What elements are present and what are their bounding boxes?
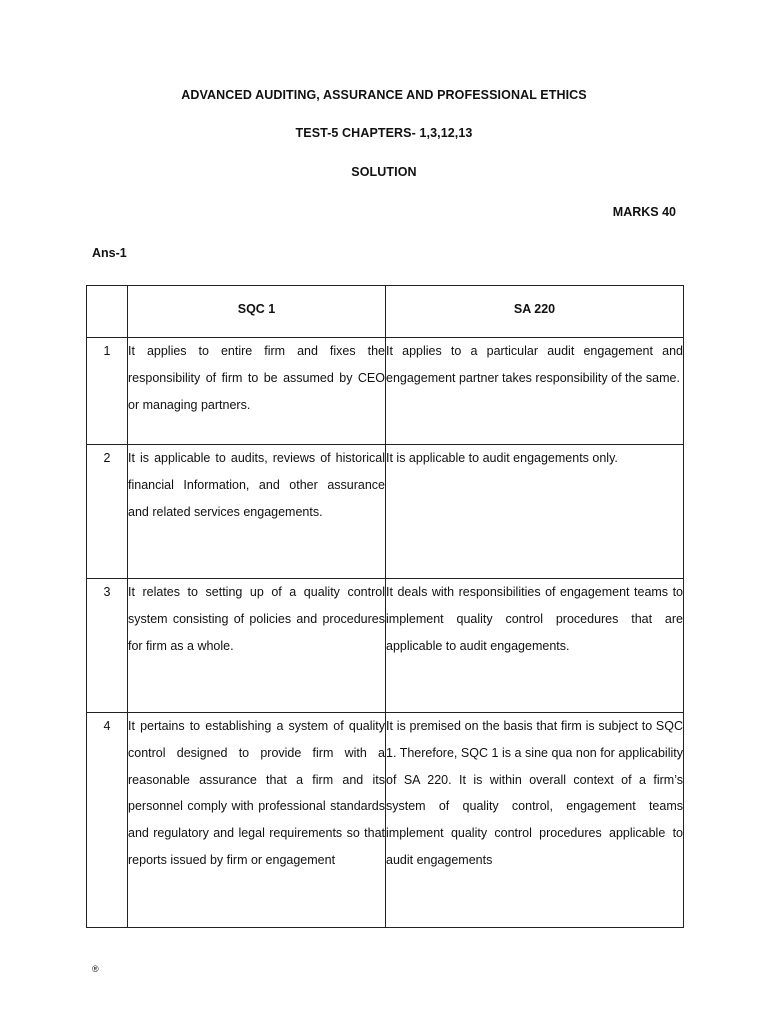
sqc1-cell: It relates to setting up of a quality control system consisting of policies and procedures for firm as a whole. (128, 579, 386, 713)
test-chapters-line: TEST-5 CHAPTERS- 1,3,12,13 (295, 126, 473, 140)
sa220-cell: It deals with responsibilities of engagement teams to implement quality control procedures that are applicable to audit engagements. (386, 579, 684, 713)
registered-symbol: ® (92, 964, 99, 974)
table-row (87, 338, 684, 445)
document-title: ADVANCED AUDITING, ASSURANCE AND PROFESSIONAL ETHICS (181, 88, 587, 102)
row-number: 1 (87, 338, 128, 445)
table-row (87, 713, 684, 928)
sa220-cell: It applies to a particular audit engagement and engagement partner takes responsibility of the same. (386, 338, 684, 445)
marks-label: MARKS 40 (612, 205, 676, 219)
solution-heading: SOLUTION (351, 165, 417, 179)
sa220-cell: It is applicable to audit engagements only. (386, 445, 684, 579)
row-number: 4 (87, 713, 128, 928)
sqc1-cell: It pertains to establishing a system of quality control designed to provide firm with a reasonable assurance that a firm and its personnel comply with professional standards and regulatory and legal requirements so that reports issued by firm or engagement (128, 713, 386, 928)
comparison-table (86, 285, 684, 928)
table-row (87, 445, 684, 579)
row-number: 3 (87, 579, 128, 713)
header-sqc1: SQC 1 (128, 286, 386, 338)
header-sa220: SA 220 (386, 286, 684, 338)
sqc1-cell: It applies to entire firm and fixes the responsibility of firm to be assumed by CEO or managing partners. (128, 338, 386, 445)
sqc1-cell: It is applicable to audits, reviews of historical financial Information, and other assurance and related services engagements. (128, 445, 386, 579)
header-number (87, 286, 128, 338)
table-header-row (87, 286, 684, 338)
row-number: 2 (87, 445, 128, 579)
sa220-cell: It is premised on the basis that firm is subject to SQC 1. Therefore, SQC 1 is a sine qua non for applicability of SA 220. It is within overall context of a firm’s system of quality control, engagement teams implement quality control procedures applicable to audit engagements (386, 713, 684, 928)
table-row (87, 579, 684, 713)
answer-label: Ans-1 (92, 246, 127, 260)
